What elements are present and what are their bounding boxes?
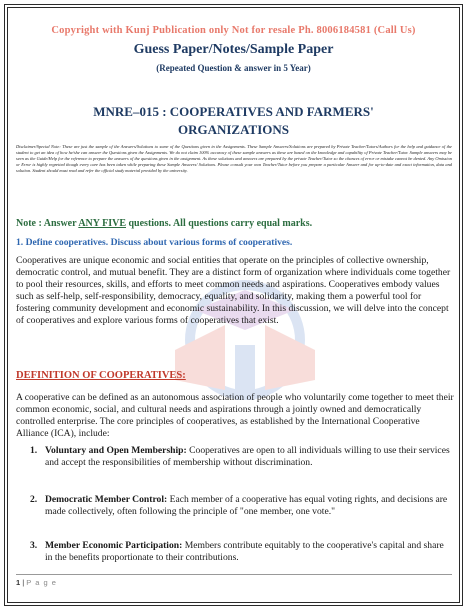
list-number: 2. [30, 494, 38, 505]
course-title: MNRE–015 : COOPERATIVES AND FARMERS' ORGANIZATIONS [93, 104, 374, 137]
page-label: P a g e [26, 578, 57, 587]
instruction-note [16, 218, 456, 229]
footer-separator: | [20, 578, 27, 587]
page-footer [16, 578, 57, 587]
copyright-banner: Copyright with Kunj Publication only Not for resale Ph. 8006184581 (Call Us) [51, 25, 416, 36]
list-number: 1. [30, 445, 38, 456]
question-heading: 1. Define cooperatives. Discuss about various forms of cooperatives. [16, 237, 293, 248]
definition-paragraph: A cooperative can be defined as an autonomous association of people who voluntarily come together to meet their common economic, social, and cultural needs and aspirations through a jointly owned and democratically controlled enterprise. The core principles of cooperatives, as established by the International Cooperative Alliance (ICA), include: [16, 392, 454, 440]
list-text: Each member of a cooperative has equal voting rights, and decisions are made collectively, often following the principle of "one member, one vote." [45, 494, 448, 518]
note-emphasis: ANY FIVE [78, 218, 126, 229]
list-term: Democratic Member Control: [45, 494, 168, 505]
page-number: 1 [16, 578, 21, 587]
document-type-title: Guess Paper/Notes/Sample Paper [133, 42, 334, 57]
list-item [30, 445, 450, 469]
document-type-subtitle: (Repeated Question & answer in 5 Year) [156, 63, 311, 73]
list-text: Cooperatives are open to all individuals willing to use their services and accept the responsibilities of membership without discrimination. [45, 445, 450, 469]
disclaimer-text: Disclaimer/Special Note: These are just the sample of the Answers/Solutions to some of the Questions given in the Assignments. These Sample Answers/Solutions are prepared by Private Teacher/Tutors/Authors for the help and guidance of the student to get an idea of how he/she can answer the Questions given the Assignments. We do not claim 100% accuracy of these sample answers as these are based on the knowledge and capability of Private Teacher/Tutor. Sample answers may be seen as the Guide/Help for the reference to prepare the answers of the questions given in the assignment. As these solutions and answers are prepared by the private Teacher/Tutor so the chances of error or mistake cannot be denied. Any Omission or Error is highly regretted though every care has been taken while preparing these Sample Answers/ Solutions. Please consult your own Teacher/Tutor before you prepare a particular Answer and for up-to-date and exact information, data and solution. Student should must read and refer the official study material provided by the university. [16, 144, 452, 174]
list-item [30, 494, 450, 518]
note-suffix: questions. All questions carry equal marks. [126, 218, 313, 229]
note-prefix: Note : Answer [16, 218, 79, 229]
list-term: Voluntary and Open Membership: [45, 445, 187, 456]
footer-divider [16, 574, 452, 575]
section-heading: DEFINITION OF COOPERATIVES: [16, 370, 186, 381]
list-item [30, 540, 450, 564]
list-number: 3. [30, 540, 38, 551]
intro-paragraph: Cooperatives are unique economic and social entities that operate on the principles of collective ownership, democratic control, and mutual benefit. They are a distinct form of organization where individuals come together to pool their resources, skills, and efforts to meet common needs and aspirations. Cooperatives embody values such as self-help, self-responsibility, democracy, equality, and solidarity, making them a powerful tool for fostering community development and economic sustainability. In this discussion, we will delve into the concept of cooperatives and explore various forms of cooperatives that exist. [16, 255, 451, 327]
list-term: Member Economic Participation: [45, 540, 183, 551]
list-text: Members contribute equitably to the cooperative's capital and share in the benefits proportionate to their contributions. [45, 540, 444, 564]
